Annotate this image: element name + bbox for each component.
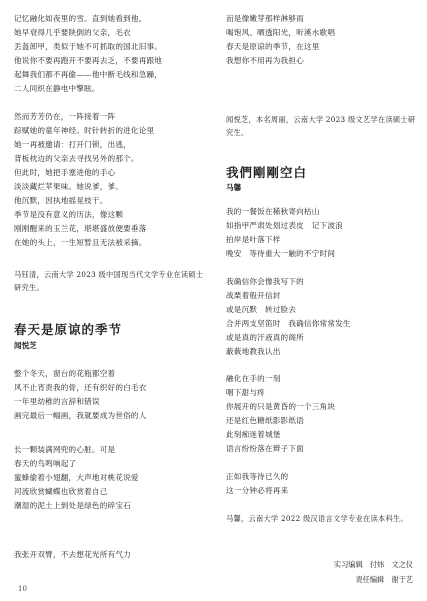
poem-line: 他说你不要再跑开不要再去乏，不要再跟地 bbox=[14, 56, 163, 65]
poem-line: 二人同织在静电中擎眩。 bbox=[14, 84, 100, 93]
poem-line: 长一颗装满网兜的心脏。可是 bbox=[14, 445, 116, 454]
poem-line: 刚刚醒来的玉兰花，堪堪盛放便要垂落 bbox=[14, 224, 147, 233]
poem-line: 春天的鸟鸣响起了 bbox=[14, 459, 77, 468]
poem-title: 我們剛剛空白 bbox=[226, 165, 308, 180]
poem-line: 拍岸是叶落下样 bbox=[226, 235, 281, 244]
poem-line: 正如我等待已久的 bbox=[226, 472, 289, 481]
poem-line: 起舞我们都不再偷——他中断毛线和急躁， bbox=[14, 70, 163, 79]
poem-line: 还是红色糖纸影影纸语 bbox=[226, 416, 304, 425]
page-number: 10 bbox=[18, 585, 27, 593]
poem-line: 我的一餐饭在稀秋寄向枯山 bbox=[226, 207, 320, 216]
poem-line: 战栗着般开信封 bbox=[226, 291, 281, 300]
poem-line: 蔽薮地教我认出 bbox=[226, 347, 281, 356]
author-bio: 马馨，云南大学 2022 级汉语言文学专业在读本科生。 bbox=[226, 514, 408, 523]
poem-line: 语言纷纷落在辫子下面 bbox=[226, 444, 304, 453]
author-bio: 马钰清，云南大学 2023 级中国现当代文学专业在读硕士研究生。 bbox=[14, 270, 204, 292]
poem-line: 喝饱风、晒透阳光，听溪水歌唱 bbox=[226, 28, 336, 37]
poem-line: 融化在手的一刻 bbox=[226, 374, 281, 383]
poem-line: 然而芳芳仍在，一阵接着一阵 bbox=[14, 112, 116, 121]
poem-line: 但此时，她把手塞进他的手心 bbox=[14, 168, 116, 177]
author-bio: 闻悦芝，本名周丽，云南大学 2023 级文艺学在读硕士研究生。 bbox=[226, 115, 416, 137]
poem-author: 马馨 bbox=[226, 183, 242, 192]
poem-line: 记忆融化如夜里的雪。直到她看到他， bbox=[14, 14, 147, 23]
poem-line: 我张开双臂，不去想花光所有气力 bbox=[14, 550, 131, 559]
poem-line: 整个冬天，窗台的花瓶都空着 bbox=[14, 369, 116, 378]
poem-line: 她早衰得几乎要陕倒的父亲，毛衣 bbox=[14, 28, 131, 37]
poem-line: 此刻痴迷着城堡 bbox=[226, 430, 281, 439]
poem-line: 丢盔卸甲，类似于她不可抓取的国北旧事。 bbox=[14, 42, 163, 51]
responsible-editor-credit: 责任编辑 谢于艺 bbox=[355, 575, 413, 584]
poem-line: 或是沉默 转过脸去 bbox=[226, 305, 297, 314]
poem-line: 合并两支坚笛时 我确信你常常发生 bbox=[226, 319, 351, 328]
poem-line: 我确信你会像我写下的 bbox=[226, 277, 304, 286]
poem-line: 春天是原谅的季节，在这里 bbox=[226, 42, 320, 51]
poem-line: 咽下甜与疼 bbox=[226, 388, 265, 397]
poem-line: 晚安 等待重大一触的不宁时间 bbox=[226, 249, 336, 258]
poem-title: 春天是原谅的季节 bbox=[14, 322, 123, 337]
poem-line: 她一再被邀请：打开门锁，出逃， bbox=[14, 140, 131, 149]
poem-line: 如指甲严肃处划过表皮 记下波浪 bbox=[226, 221, 343, 230]
poem-line: 河流欣赏蝴蝶也欣赏着自己 bbox=[14, 487, 108, 496]
poem-line: 我想你不用再为我担心 bbox=[226, 56, 304, 65]
poem-line: 风不止宵责我的骨，还有织好的白毛衣 bbox=[14, 383, 147, 392]
poem-author: 闻悦芝 bbox=[14, 341, 37, 350]
poem-line: 或是真的汗液真的阁所 bbox=[226, 333, 304, 342]
poem-line: 在她的头上，一生短暂且无法被采摘。 bbox=[14, 238, 147, 247]
poem-line: 画完最后一幅画，我就要成为世俗的人 bbox=[14, 411, 147, 420]
poem-line: 他沉默，因执地摇晃枝干。 bbox=[14, 196, 108, 205]
poem-line: 背板枕边的父亲去寻找另外的那个。 bbox=[14, 154, 139, 163]
poem-line: 一年里幼稚的言辞和错误 bbox=[14, 397, 100, 406]
poem-line: 踪赋她的童年神经。时针转折的进化论里 bbox=[14, 126, 155, 135]
poem-line: 蜜蜂偷着小翅翻，大声地对桃花说爱 bbox=[14, 473, 139, 482]
intern-editor-credit: 实习编辑 付炜 文之仪 bbox=[333, 560, 413, 569]
poem-line: 季节是没有意义的历法，像这颗 bbox=[14, 210, 124, 219]
poem-line: 而是像嫩芽那样淋够雨 bbox=[226, 14, 304, 23]
poem-line: 淡淡藏烂苹果味。她说爹，爹。 bbox=[14, 182, 124, 191]
poem-line: 你展开的只是黄昏的一个三角块 bbox=[226, 402, 336, 411]
poem-line: 潮湿的泥土上到处是绿色的碎宝石 bbox=[14, 501, 131, 510]
poem-line: 这一分钟必将再来 bbox=[226, 486, 289, 495]
